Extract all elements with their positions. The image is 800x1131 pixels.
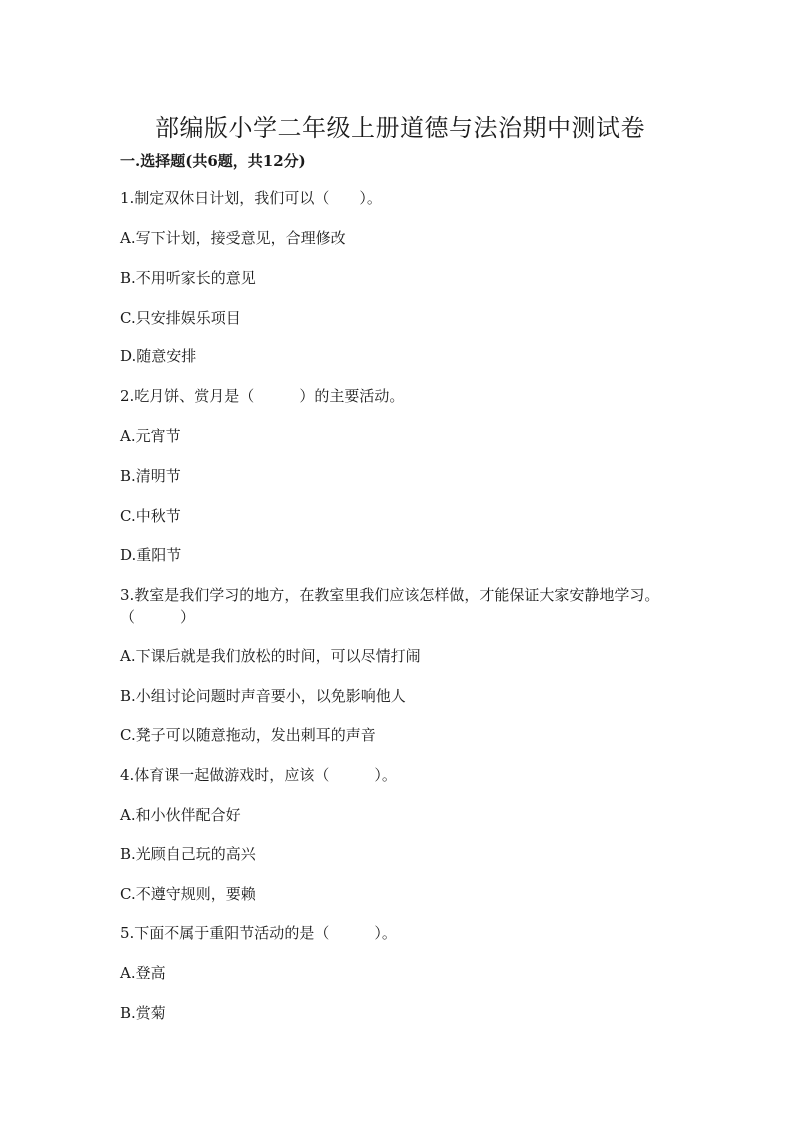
question-1-stem: 1.制定双休日计划，我们可以（ ）。 <box>120 189 382 207</box>
question-4-option-b: B.光顾自己玩的高兴 <box>120 845 256 863</box>
question-2-stem: 2.吃月饼、赏月是（ ）的主要活动。 <box>120 387 405 405</box>
question-2-option-d: D.重阳节 <box>120 546 182 564</box>
question-3-stem: 3.教室是我们学习的地方，在教室里我们应该怎样做，才能保证大家安静地学习。（ ） <box>120 586 660 626</box>
question-3-option-c: C.凳子可以随意拖动，发出刺耳的声音 <box>120 726 376 744</box>
section-heading: 一.选择题(共6题，共12分) <box>120 152 306 170</box>
question-1-option-d: D.随意安排 <box>120 347 197 365</box>
question-2-option-c: C.中秋节 <box>120 507 181 525</box>
question-4-option-a: A.和小伙伴配合好 <box>120 806 241 824</box>
question-1-option-b: B.不用听家长的意见 <box>120 269 256 287</box>
question-2-option-b: B.清明节 <box>120 467 181 485</box>
question-5-option-a: A.登高 <box>120 964 166 982</box>
page-title: 部编版小学二年级上册道德与法治期中测试卷 <box>155 114 645 143</box>
question-3-option-a: A.下课后就是我们放松的时间，可以尽情打闹 <box>120 647 421 665</box>
question-2-option-a: A.元宵节 <box>120 427 181 445</box>
question-4-stem: 4.体育课一起做游戏时，应该（ ）。 <box>120 766 397 784</box>
question-1-option-c: C.只安排娱乐项目 <box>120 309 241 327</box>
question-3-option-b: B.小组讨论问题时声音要小，以免影响他人 <box>120 687 406 705</box>
question-1-option-a: A.写下计划，接受意见，合理修改 <box>120 229 346 247</box>
question-4-option-c: C.不遵守规则，要赖 <box>120 885 256 903</box>
question-5-stem: 5.下面不属于重阳节活动的是（ ）。 <box>120 924 397 942</box>
question-5-option-b: B.赏菊 <box>120 1004 166 1022</box>
